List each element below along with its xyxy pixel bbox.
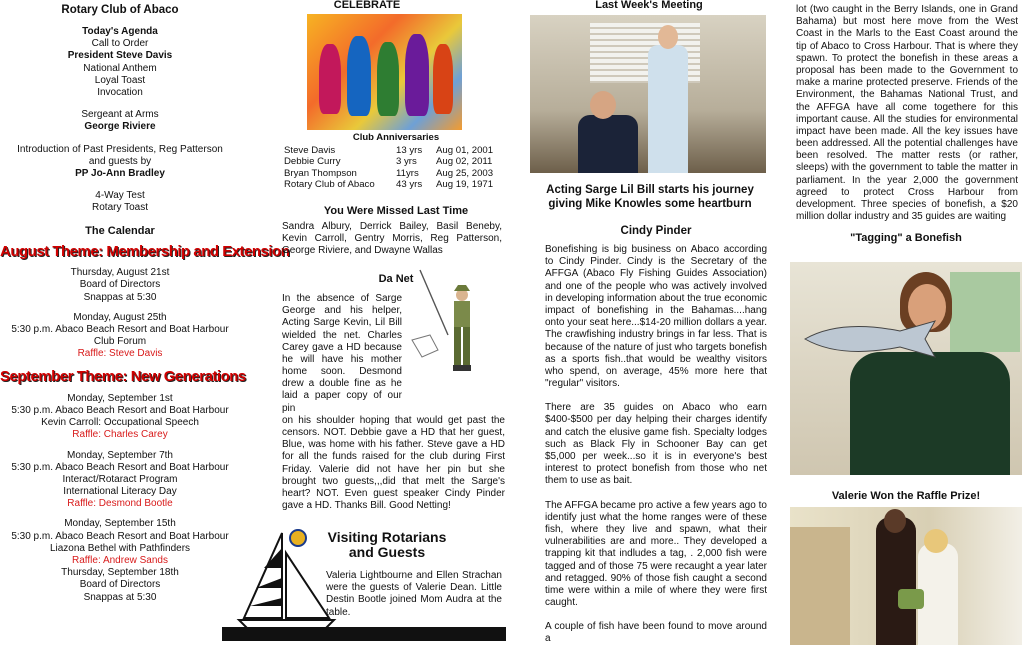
event-line: 5:30 p.m. Abaco Beach Resort and Boat Harbour (11, 323, 229, 335)
event-line: Monday, September 1st (67, 392, 173, 404)
event-line: International Literacy Day (63, 486, 177, 498)
article-continuation: lot (two caught in the Berry Islands, one in Grand Bahama) but most here move from the West Coast in the Marls to the East Coast around the tip of Abaco to Cross Harbour. That is where they spawn. To protect the bonefish in these areas a proposal has been made to the Government to make a marine protected preserve. Friends of the Environment, the Bahamas National Trust, and the AFFGA have all come togethere for this important cause. All the studies for environmental impact have been made. All the key issues have been addressed. All the potential challenges have been resolved. The matter rests (or rather, sleeps) with the government to table the matter in parliament. In the year 2,000 the government agreed to protect Cross Harbour from development. Three species of bonefish, a $20 million dollar industry and 35 guides are waiting (796, 4, 1018, 223)
event-line: Thursday, September 18th (61, 567, 179, 579)
anniversary-years: 3 yrs (396, 156, 417, 168)
intro-name: PP Jo-Ann Bradley (75, 167, 165, 179)
anniversary-name: Debbie Curry (284, 156, 341, 168)
last-event (0, 567, 240, 604)
raffle-photo-image (790, 507, 1022, 645)
agenda-item: National Anthem (83, 62, 157, 74)
anniversary-date: Aug 02, 2011 (436, 156, 493, 168)
event-line: Snappas at 5:30 (83, 291, 157, 303)
event-line: Kevin Carroll: Occupational Speech (41, 417, 199, 429)
meeting-title: Last Week's Meeting (595, 0, 703, 11)
calendar-event (0, 312, 240, 361)
meeting-photo-image (530, 15, 766, 173)
event-raffle: Raffle: Steve Davis (77, 348, 163, 360)
anniversary-years: 13 yrs (396, 144, 423, 156)
bonefish-column (790, 0, 1022, 645)
agenda-item: Call to Order (91, 38, 149, 50)
event-line: Interact/Rotaract Program (62, 473, 178, 485)
anniversaries-table (284, 145, 504, 191)
meeting-caption: Acting Sarge Lil Bill starts his journey giving Mike Knowles some heartburn (546, 184, 754, 211)
danet-text-wrapped: In the absence of Sarge George and his helper, Acting Sarge Kevin, Lil Bill wielded the net. Charles Carey gave a HD because he will have his mother home soon. Desmond drew a double fine as he laid a paper copy of our pin (282, 292, 402, 414)
event-line: Monday, September 15th (64, 518, 176, 530)
agenda-item: Loyal Toast (94, 74, 146, 86)
missed-title: You Were Missed Last Time (323, 204, 469, 217)
calendar-event (0, 450, 240, 511)
event-line: Thursday, August 21st (70, 267, 170, 279)
event-line: Monday, September 7th (67, 449, 173, 461)
event-line: Club Forum (93, 336, 147, 348)
sergeant-label: Sergeant at Arms (81, 109, 159, 121)
event-line: Monday, August 25th (73, 311, 167, 323)
agenda-item: Today's Agenda (82, 26, 158, 38)
anniversaries-title: Club Anniversaries (352, 132, 440, 143)
event-line: 5:30 p.m. Abaco Beach Resort and Boat Harbour (11, 461, 229, 473)
calendar-event (0, 518, 240, 567)
celebrate-column (222, 0, 512, 645)
event-line: Board of Directors (79, 579, 161, 591)
sergeant-name: George Riviere (84, 121, 156, 133)
event-line: Liazona Bethel with Pathfinders (49, 542, 191, 554)
article-paragraph: The AFFGA became pro active a few years ago to identify just what the home ranges were of these fish, where they live and spawn, what their vulnerabilities are and more.. They developed a trapping kit that indludes a tag, . 2,000 fish were tagged and of those 75 were recaught a year later and retagged. 90% of those fish caught a second time were within a mile of where they were first caught. (545, 499, 767, 609)
anniversary-row (284, 179, 504, 191)
tagging-photo-image (790, 262, 1022, 475)
september-theme: September Theme: New Generations (0, 368, 246, 386)
event-line: Board of Directors (79, 279, 161, 291)
event-line: 5:30 p.m. Abaco Beach Resort and Boat Harbour (11, 404, 229, 416)
four-way-test: 4-Way Test (95, 190, 145, 202)
article-paragraph: A couple of fish have been found to move around a (545, 621, 767, 645)
anniversary-date: Aug 25, 2003 (436, 167, 494, 179)
rotary-toast: Rotary Toast (92, 202, 148, 214)
agenda-item: President Steve Davis (67, 50, 173, 62)
celebrate-title: CELEBRATE (333, 0, 401, 11)
agenda-item: Invocation (97, 86, 143, 98)
celebrate-painting-image (307, 14, 462, 130)
footer-bar (222, 627, 506, 641)
missed-text: Sandra Albury, Derrick Bailey, Basil Beneby, Kevin Carroll, Gentry Morris, Reg Patterson, George Riviere, and Dwayne Wallas (282, 220, 502, 257)
meeting-column (528, 0, 770, 645)
fisherman-illustration (410, 265, 490, 390)
tagging-title: "Tagging" a Bonefish (850, 232, 962, 245)
anniversary-years: 43 yrs (396, 179, 423, 191)
anniversary-row (284, 145, 504, 157)
danet-title: Da Net (378, 272, 414, 285)
event-raffle: Raffle: Desmond Bootle (67, 498, 173, 510)
article-paragraph: Bonefishing is big business on Abaco according to Cindy Pinder. Cindy is the Secretary of the AFFGA (Abaco Fly Fishing Guides Association) and one of the people who was actively involved in developing information about the true economic impact of bonefishing in the Bahamas....hang onto your seat here...$14-20 million dollars a year. The crawfishing industry brings in far less. That is because of the nature of just who targets bonefish as a sports fish..that would be wealthy visitors who spend, on average, 45% more here that "regular" visitors. (545, 244, 767, 390)
agenda-column (0, 0, 290, 645)
speaker-title: Cindy Pinder (620, 225, 692, 237)
intro-line: and guests by (88, 155, 152, 167)
intro-line: Introduction of Past Presidents, Reg Patterson (17, 143, 223, 155)
event-line: Snappas at 5:30 (83, 591, 157, 603)
calendar-event (0, 393, 240, 442)
anniversary-date: Aug 01, 2001 (436, 144, 494, 156)
raffle-title: Valerie Won the Raffle Prize! (831, 490, 981, 502)
calendar-title: The Calendar (85, 225, 155, 238)
anniversary-years: 11yrs (396, 167, 419, 179)
anniversary-name: Bryan Thompson (284, 167, 357, 179)
anniversary-date: Aug 19, 1971 (436, 179, 494, 191)
danet-text: on his shoulder hoping that would get past the censors. NOT. Debbie gave a HD that her guest, Blue, was home with his father. Steve gave a HD for all the funds raised for the club during First Friday. Valerie did not have her pin but she brought two guests,,,did that melt the Sarge's heart? NOT. Even guest speaker Cindy Pinder gave a HD. Thanks Bill. Good Netting! (282, 414, 505, 512)
event-raffle: Raffle: Andrew Sands (72, 555, 168, 567)
visiting-text: Valeria Lightbourne and Ellen Strachan were the guests of Valerie Dean. Little Destin Bootle joined Mom Audra at the table. (326, 570, 502, 618)
anniversary-row (284, 156, 504, 168)
anniversary-row (284, 168, 504, 180)
event-line: 5:30 p.m. Abaco Beach Resort and Boat Harbour (11, 530, 229, 542)
september-events (0, 393, 240, 567)
anniversary-name: Steve Davis (284, 144, 336, 156)
event-raffle: Raffle: Charles Carey (72, 429, 168, 441)
anniversary-name: Rotary Club of Abaco (284, 179, 375, 191)
article-paragraph: There are 35 guides on Abaco who earn $400-$500 per day helping their charges identify and catch the elusive game fish. Specialty lodges such as Black Fly in Schooner Bay can get $5,000 per week...so it is in everyone's best interest to protect bonefish from those who net them to use as bait. (545, 402, 767, 487)
august-events (0, 267, 240, 360)
calendar-event (0, 267, 240, 304)
club-title: Rotary Club of Abaco (61, 4, 179, 16)
august-theme: August Theme: Membership and Extension (0, 242, 290, 260)
visiting-title: Visiting Rotarians and Guests (327, 529, 447, 561)
agenda-list (0, 26, 240, 99)
